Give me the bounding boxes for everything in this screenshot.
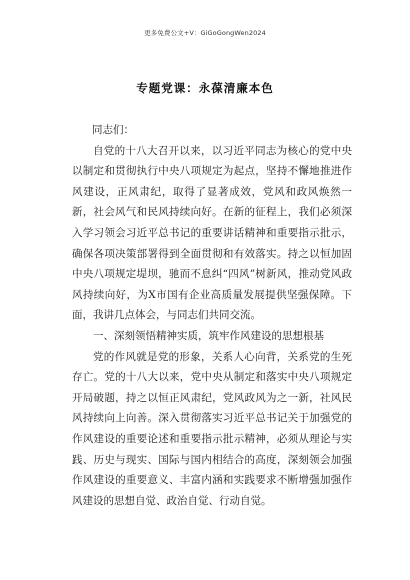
document-body [72,120,352,511]
section-heading-1: 一、深刻领悟精神实质，筑牢作风建设的思想根基 [93,329,324,342]
paragraph-section-1: 党的作风就是党的形象，关系人心向背，关系党的生死存亡。党的十八大以来，党中央从制定和落实中央八项规定开局破题，持之以恒正风肃纪，党风政风为之一新，社风民风持续向上向善。深入贯彻落实习近平总书记关于加强党的作风建设的重要论述和重要指示批示精神，必须从理论与实践、历史与现实、国际与国内相结合的高度，深刻领会加强作风建设的重要意义、丰富内涵和实践要求不断增强加强作风建设的思想自觉、政治自觉、行动自觉。 [72,350,352,507]
paragraph-intro: 自党的十八大召开以来，以习近平同志为核心的党中央以制定和贯彻执行中央八项规定为起点，坚持不懈地推进作风建设，正风肃纪，取得了显著成效，党风和政风焕然一新，社会风气和民风持续向好。在新的征程上，我们必须深入学习领会习近平总书记的重要讲话精神和重要指示批示，确保各项决策部署得到全面贯彻和有效落实。持之以恒加固中央八项规定堤坝，驰而不息纠“四风”树新风，推动党风政风持续向好，为X市国有企业高质量发展提供坚强保障。下面，我讲几点体会，与同志们共同交流。 [72,144,352,322]
header-note: 更多免费公文+V：GiGoGongWen2024 [144,29,266,37]
document-title: 专题党课：永葆清廉本色 [136,81,274,95]
salutation: 同志们： [92,124,134,136]
